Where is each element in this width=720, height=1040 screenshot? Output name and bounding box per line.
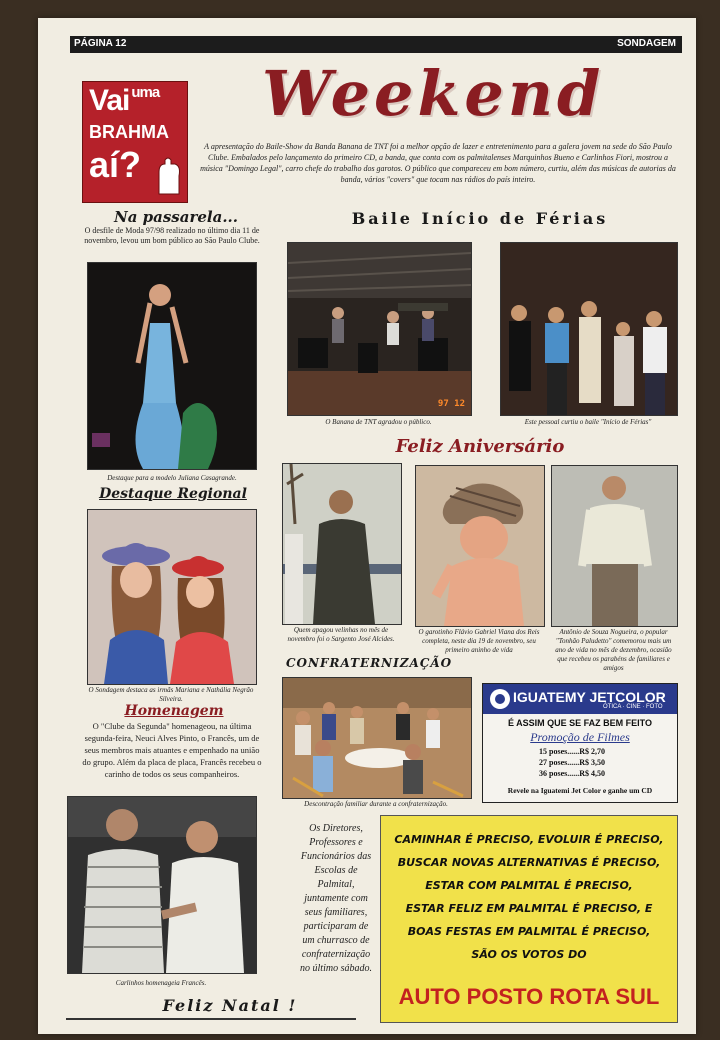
bottom-rule <box>66 1018 356 1020</box>
section-label: SONDAGEM <box>617 38 676 49</box>
price-36: 36 poses......R$ 4,50 <box>539 769 606 778</box>
iguatemy-slogan: É ASSIM QUE SE FAZ BEM FEITO <box>507 718 653 728</box>
group-photo <box>500 242 678 416</box>
posto-message <box>381 828 677 966</box>
carlinhos-caption: Carlinhos homenageia Francês. <box>115 979 207 987</box>
passarela-text: O desfile de Moda 97/98 realizado no último dia 11 de novembro, levou um bom público ao São Paulo Clube. <box>84 226 260 245</box>
brahma-ad <box>82 81 188 203</box>
baile-heading: Baile Início de Férias <box>351 209 609 228</box>
raised-fist-icon <box>153 156 183 196</box>
natal-greeting: Feliz Natal ! <box>162 996 298 1015</box>
sargento-photo <box>282 463 402 625</box>
price-15: 15 poses......R$ 2,70 <box>539 747 606 756</box>
iguatemy-prices <box>539 746 605 779</box>
iguatemy-logo-icon <box>489 687 511 711</box>
intro-paragraph: A apresentação do Baile-Show da Banda Banana de TNT foi a melhor opção de lazer e entretenimento para a galera jovem na sede do São Paulo Clube. Embalados pelo lançamento do primeiro CD, a banda, que conta com os palmitalenses Marquinhos Bueno e Carlinhos Fiori, mostrou a música "Domingo Legal", carro chefe do trabalho dos garotos. O público que compareceu em bom número, curtiu, além das músicas de autorias da banda, vários "covers" que tocam nas rádios do país inteiro. <box>200 142 676 184</box>
confra-caption: Descontração familiar durante a confraternização. <box>304 800 448 808</box>
aniversario-heading: Feliz Aniversário <box>395 436 565 457</box>
page-header <box>70 36 682 53</box>
iguatemy-sub: ÓTICA · CINE · FOTO <box>603 704 663 710</box>
homenagem-heading: Homenagem <box>124 703 224 719</box>
carlinhos-photo <box>67 796 257 974</box>
sisters-photo <box>87 509 257 685</box>
posto-line-6: SÃO OS VOTOS DO <box>471 948 587 961</box>
passarela-caption: Destaque para a modelo Juliana Casagrande. <box>107 474 237 482</box>
tonhao-caption: Antônio de Souza Nogueira, o popular "Tonhão Paludetto" comemorou mais um ano de vida no mês de dezembro, ocasião que recebeu os parabéns de familiares e amigos <box>555 628 672 672</box>
photo-date-stamp: 97 12 <box>437 399 465 409</box>
homenagem-text: O "Clube da Segunda" homenageou, na última segunda-feira, Neuci Alves Pinto, o Francês, um de seus membros mais atuantes e empenhado na união do grupo. Além da placa de placa, Francês recebeu o carinho de todos os seus companheiros. <box>82 721 262 779</box>
band-photo <box>287 242 472 416</box>
page-title: Weekend <box>262 57 605 130</box>
destaque-heading: Destaque Regional <box>99 486 247 502</box>
iguatemy-footer: Revele na Iguatemi Jet Color e ganhe um CD <box>507 786 653 795</box>
posto-line-1: CAMINHAR É PRECISO, EVOLUIR É PRECISO, <box>394 833 664 846</box>
iguatemy-promo: Promoção de Filmes <box>530 730 630 744</box>
model-photo <box>87 262 257 470</box>
page-number: PÁGINA 12 <box>74 38 127 49</box>
posto-name: AUTO POSTO ROTA SUL <box>398 984 660 1009</box>
brahma-uma: uma <box>131 84 160 101</box>
posto-line-3: ESTAR COM PALMITAL É PRECISO, <box>425 879 633 892</box>
confra-photo <box>282 677 472 799</box>
sargento-caption: Quem apagou velinhas no mês de novembro foi o Sargento José Alcides. <box>287 626 395 643</box>
iguatemy-ad <box>482 683 678 803</box>
sisters-caption: O Sondagem destaca as irmãs Mariana e Nathália Negrão Silveira. <box>88 686 254 703</box>
diretores-text: Os Diretores, Professores e Funcionários das Escolas de Palmital, juntamente com seus familiares, participaram de um churrasco de confraternização no último sábado. <box>300 823 372 974</box>
brahma-ai: aí? <box>89 144 142 185</box>
passarela-heading: Na passarela... <box>114 208 238 226</box>
brahma-vai: Vai <box>89 84 130 117</box>
posto-line-2: BUSCAR NOVAS ALTERNATIVAS É PRECISO, <box>397 856 661 869</box>
tonhao-photo <box>551 465 678 627</box>
band-caption: O Banana de TNT agradou o público. <box>325 418 432 426</box>
brahma-brand: BRAHMA <box>89 122 169 142</box>
posto-ad <box>380 815 678 1023</box>
group-caption: Este pessoal curtiu o baile "Início de Férias" <box>524 418 652 426</box>
baby-caption: O garotinho Flávio Gabriel Viana dos Reis completa, neste dia 19 de novembro, seu primeiro aninho de vida <box>418 628 540 654</box>
price-27: 27 poses......R$ 3,50 <box>539 758 606 767</box>
iguatemy-brand: IGUATEMY JETCOLOR <box>513 689 666 705</box>
baby-photo <box>415 465 545 627</box>
posto-line-4: ESTAR FELIZ EM PALMITAL É PRECISO, E <box>405 902 653 915</box>
confra-heading: CONFRATERNIZAÇÃO <box>286 656 453 670</box>
posto-line-5: BOAS FESTAS EM PALMITAL É PRECISO, <box>407 925 651 938</box>
